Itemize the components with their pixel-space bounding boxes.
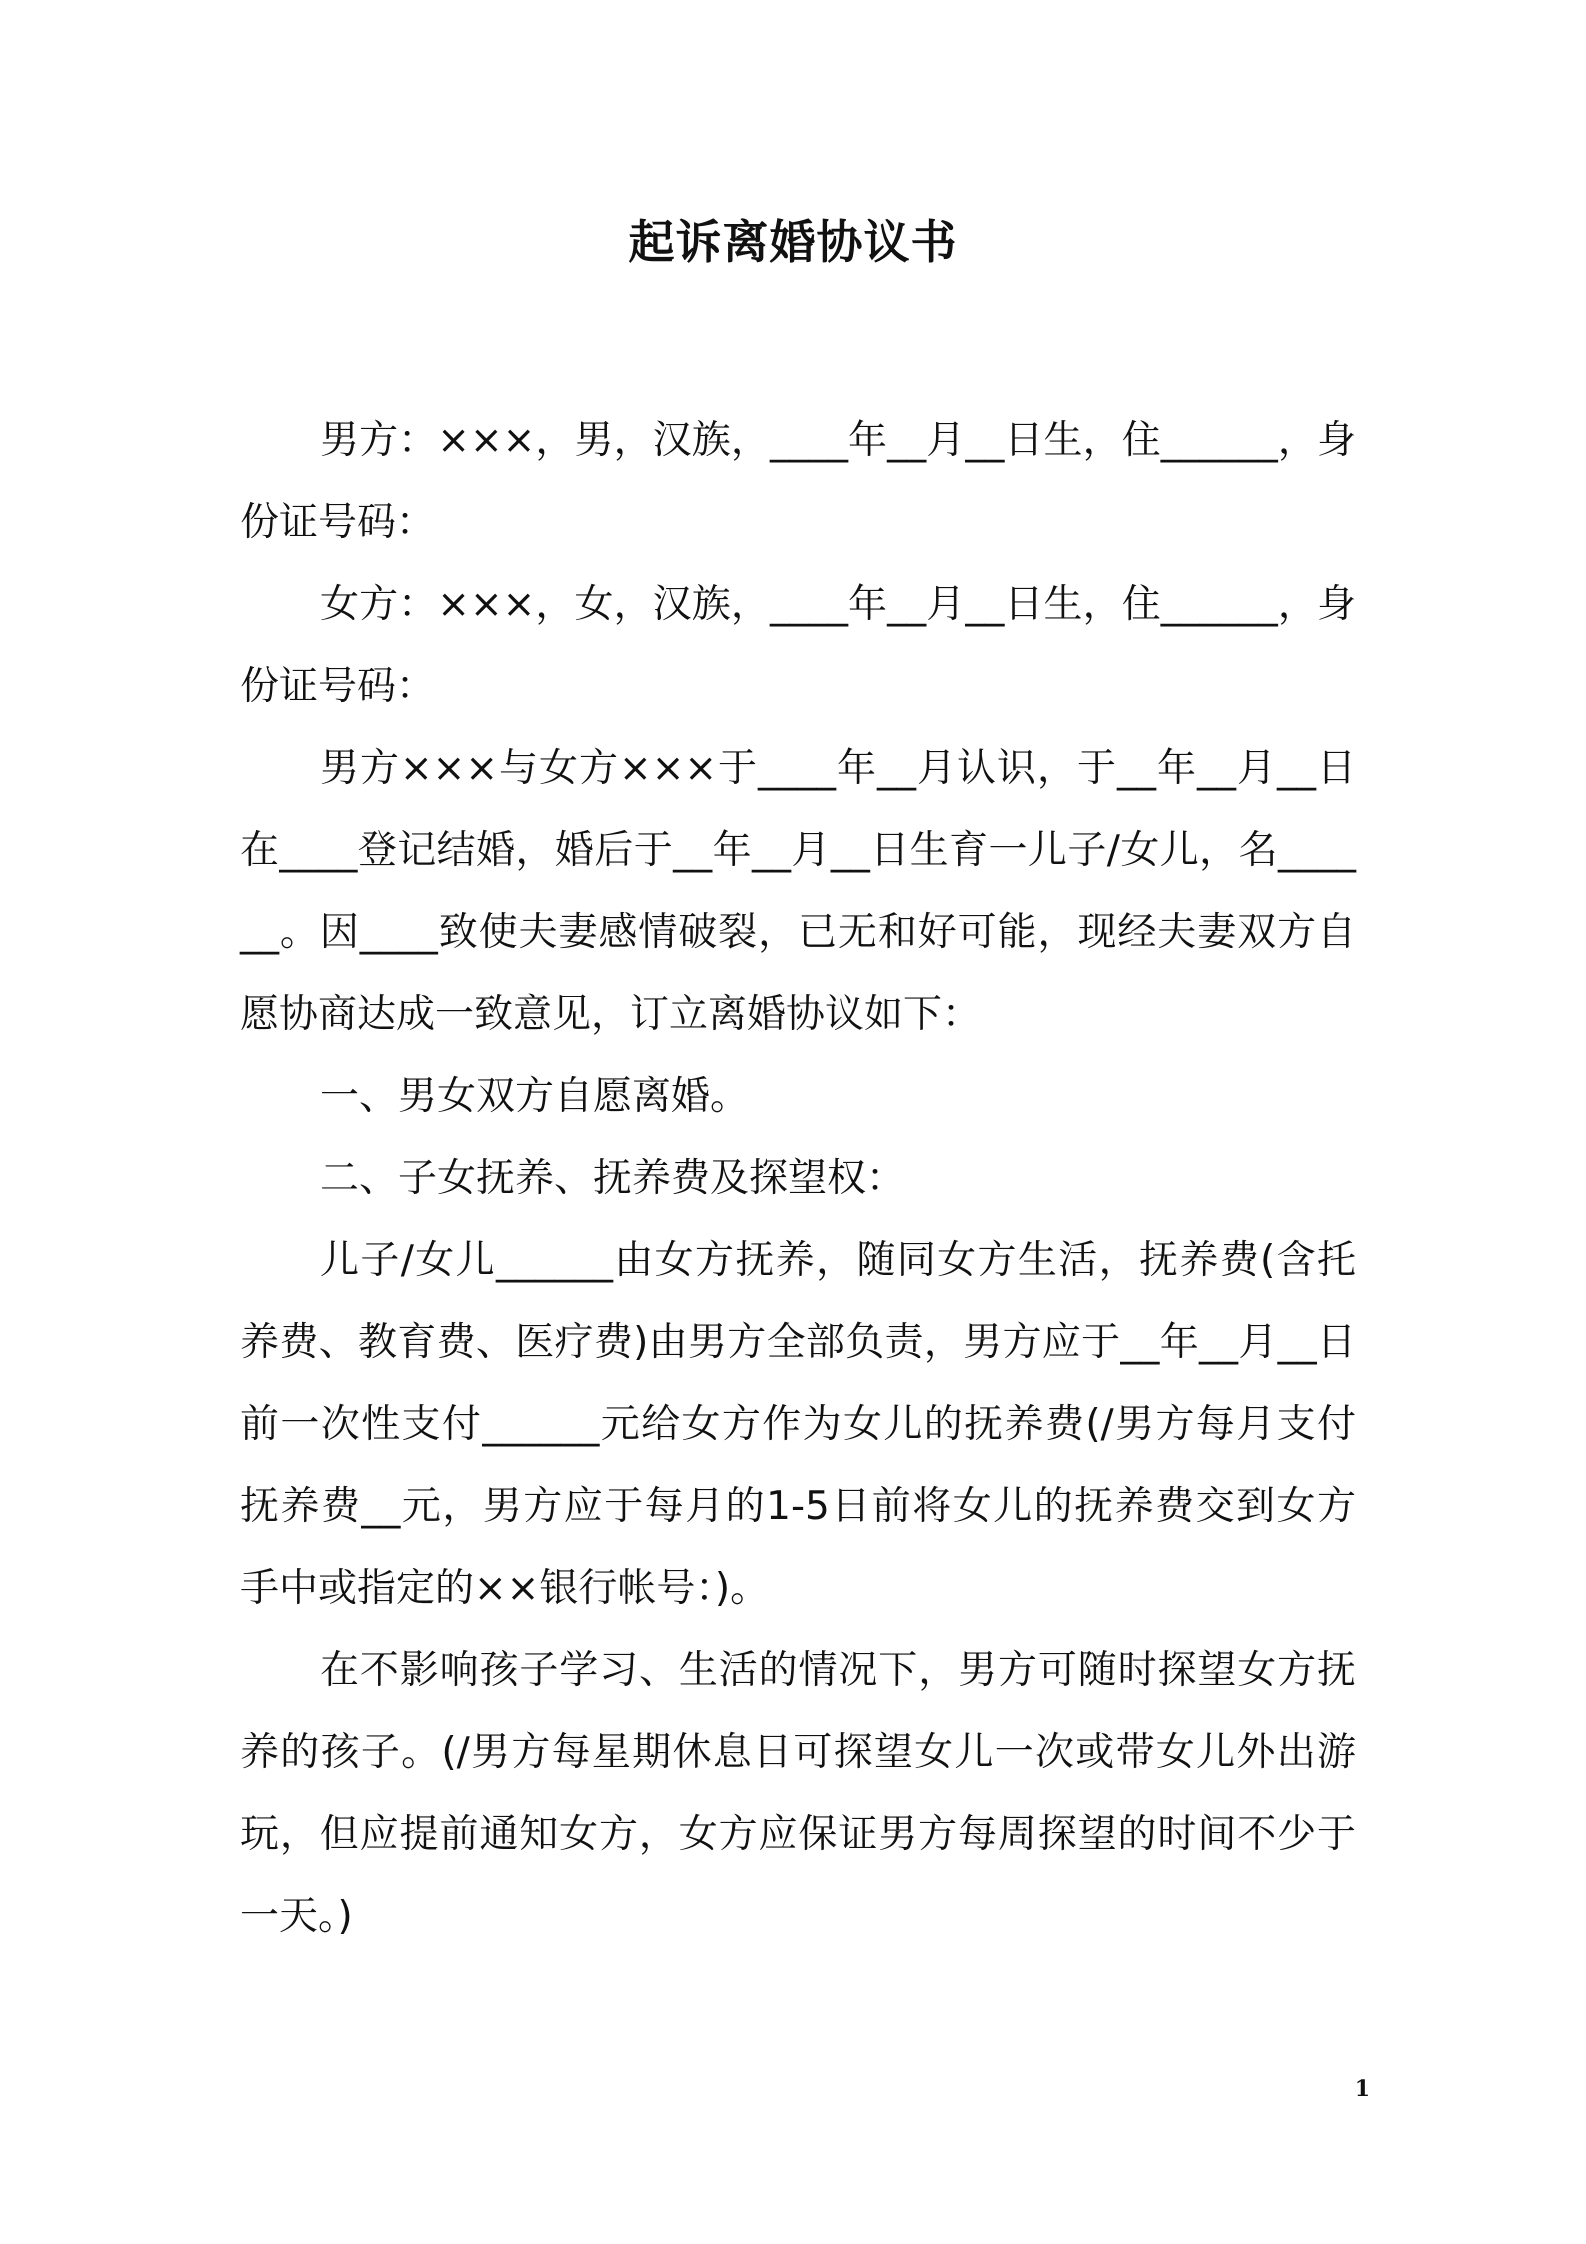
document-title: 起诉离婚协议书 [628,215,958,269]
paragraph-visitation: 在不影响孩子学习、生活的情况下，男方可随时探望女方抚养的孩子。(/男方每星期休息日可探望女儿一次或带女儿外出游玩，但应提前通知女方，女方应保证男方每周探望的时间不少于一天。) [240,1648,1356,1939]
paragraph-child-support: 儿子/女儿______由女方抚养，随同女方生活，抚养费(含托养费、教育费、医疗费)由男方全部负责，男方应于__年__月__日前一次性支付______元给女方作为女儿的抚养费(/男方每月支付抚养费__元，男方应于每月的1-5日前将女儿的抚养费交到女方手中或指定的××银行帐号：)。 [240,1238,1356,1611]
paragraph-wife-info: 女方：×××，女，汉族，____年__月__日生，住______，身份证号码： [240,582,1356,709]
paragraph-marriage-background: 男方×××与女方×××于____年__月认识，于__年__月__日在____登记结婚，婚后于__年__月__日生育一儿子/女儿，名______。因____致使夫妻感情破裂，已无和好可能，现经夫妻双方自愿协商达成一致意见，订立离婚协议如下： [240,746,1356,1037]
document-body [240,400,1356,1958]
paragraph-clause-one: 一、男女双方自愿离婚。 [320,1074,750,1119]
page-number: 1 [1354,2076,1370,2102]
paragraph-husband-info: 男方：×××，男，汉族，____年__月__日生，住______，身份证号码： [240,418,1356,545]
paragraph-clause-two-heading: 二、子女抚养、抚养费及探望权： [320,1156,906,1201]
